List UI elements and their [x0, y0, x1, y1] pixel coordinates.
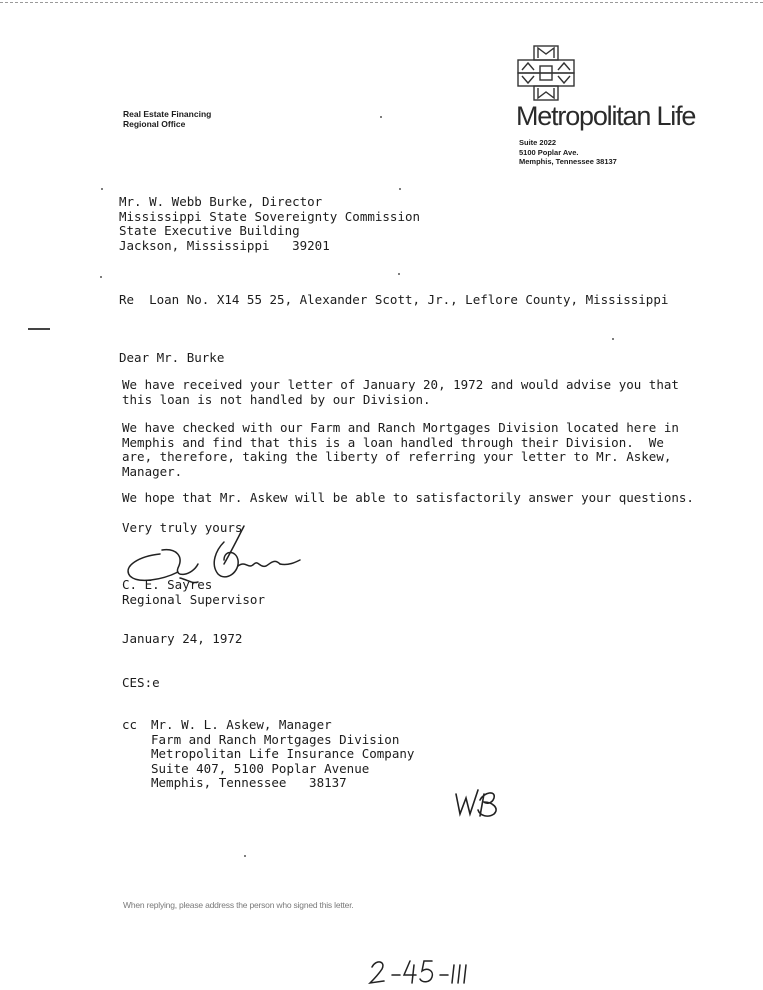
cc-line-1: Mr. W. L. Askew, Manager	[151, 717, 332, 732]
cc-label: cc	[122, 717, 138, 732]
company-name: Metropolitan Life	[516, 101, 696, 131]
scan-speck	[398, 273, 400, 275]
paragraph-2-line-4: Manager.	[122, 463, 183, 479]
paragraph-1-line-2: this loan is not handled by our Division.	[122, 391, 431, 407]
paragraph-1-line-1: We have received your letter of January 20, 1972 and would advise you that	[122, 377, 679, 392]
scan-speck	[244, 855, 246, 857]
signer-name: C. E. Sayres	[122, 577, 213, 592]
recipient-line-4: Jackson, Mississippi 39201	[119, 237, 330, 253]
handwritten-file-number-image	[368, 957, 470, 987]
footer-note: When replying, please address the person who signed this letter.	[123, 900, 354, 910]
office-line-2: Regional Office	[123, 119, 186, 129]
cc-recipient	[151, 718, 414, 791]
recipient-line-3: State Executive Building	[119, 223, 300, 238]
closing: Very truly yours	[122, 520, 243, 535]
scan-speck	[612, 338, 614, 340]
re-line: Re Loan No. X14 55 25, Alexander Scott, Jr., Leflore County, Mississippi	[119, 292, 669, 307]
scan-speck	[380, 116, 382, 118]
page-top-edge	[0, 2, 763, 3]
paragraph-1	[122, 378, 679, 407]
paragraph-3	[122, 491, 694, 506]
signer-block	[122, 578, 265, 607]
salutation: Dear Mr. Burke	[119, 350, 225, 365]
typist-initials: CES:e	[122, 675, 160, 690]
paragraph-3-line-1: We hope that Mr. Askew will be able to satisfactorily answer your questions.	[122, 490, 694, 505]
paragraph-2-line-2: Memphis and find that this is a loan handled through their Division. We	[122, 434, 664, 450]
company-address-line-2: 5100 Poplar Ave.	[519, 147, 579, 157]
company-address	[519, 138, 617, 167]
office-line-1: Real Estate Financing	[123, 109, 212, 119]
recipient-line-1: Mr. W. Webb Burke, Director	[119, 194, 323, 209]
scan-speck	[100, 276, 102, 278]
recipient-address	[119, 195, 420, 253]
scan-speck	[101, 188, 103, 190]
handwritten-initials-image	[450, 786, 506, 820]
paragraph-2	[122, 421, 679, 479]
signer-title: Regional Supervisor	[122, 591, 265, 607]
office-designation	[123, 109, 211, 129]
cc-line-3: Metropolitan Life Insurance Company	[151, 746, 415, 761]
letter-date: January 24, 1972	[122, 631, 243, 646]
cc-line-2: Farm and Ranch Mortgages Division	[151, 731, 400, 747]
paragraph-2-line-3: are, therefore, taking the liberty of referring your letter to Mr. Askew,	[122, 449, 672, 464]
paragraph-2-line-1: We have checked with our Farm and Ranch Mortgages Division located here in	[122, 420, 679, 435]
margin-mark	[28, 328, 50, 330]
cc-line-5: Memphis, Tennessee 38137	[151, 775, 347, 790]
company-address-line-3: Memphis, Tennessee 38137	[519, 157, 617, 166]
company-address-line-1: Suite 2022	[519, 138, 557, 147]
scan-speck	[399, 188, 401, 190]
metropolitan-life-logo-icon	[516, 44, 576, 102]
recipient-line-2: Mississippi State Sovereignty Commission	[119, 208, 421, 224]
cc-line-4: Suite 407, 5100 Poplar Avenue	[151, 760, 370, 776]
